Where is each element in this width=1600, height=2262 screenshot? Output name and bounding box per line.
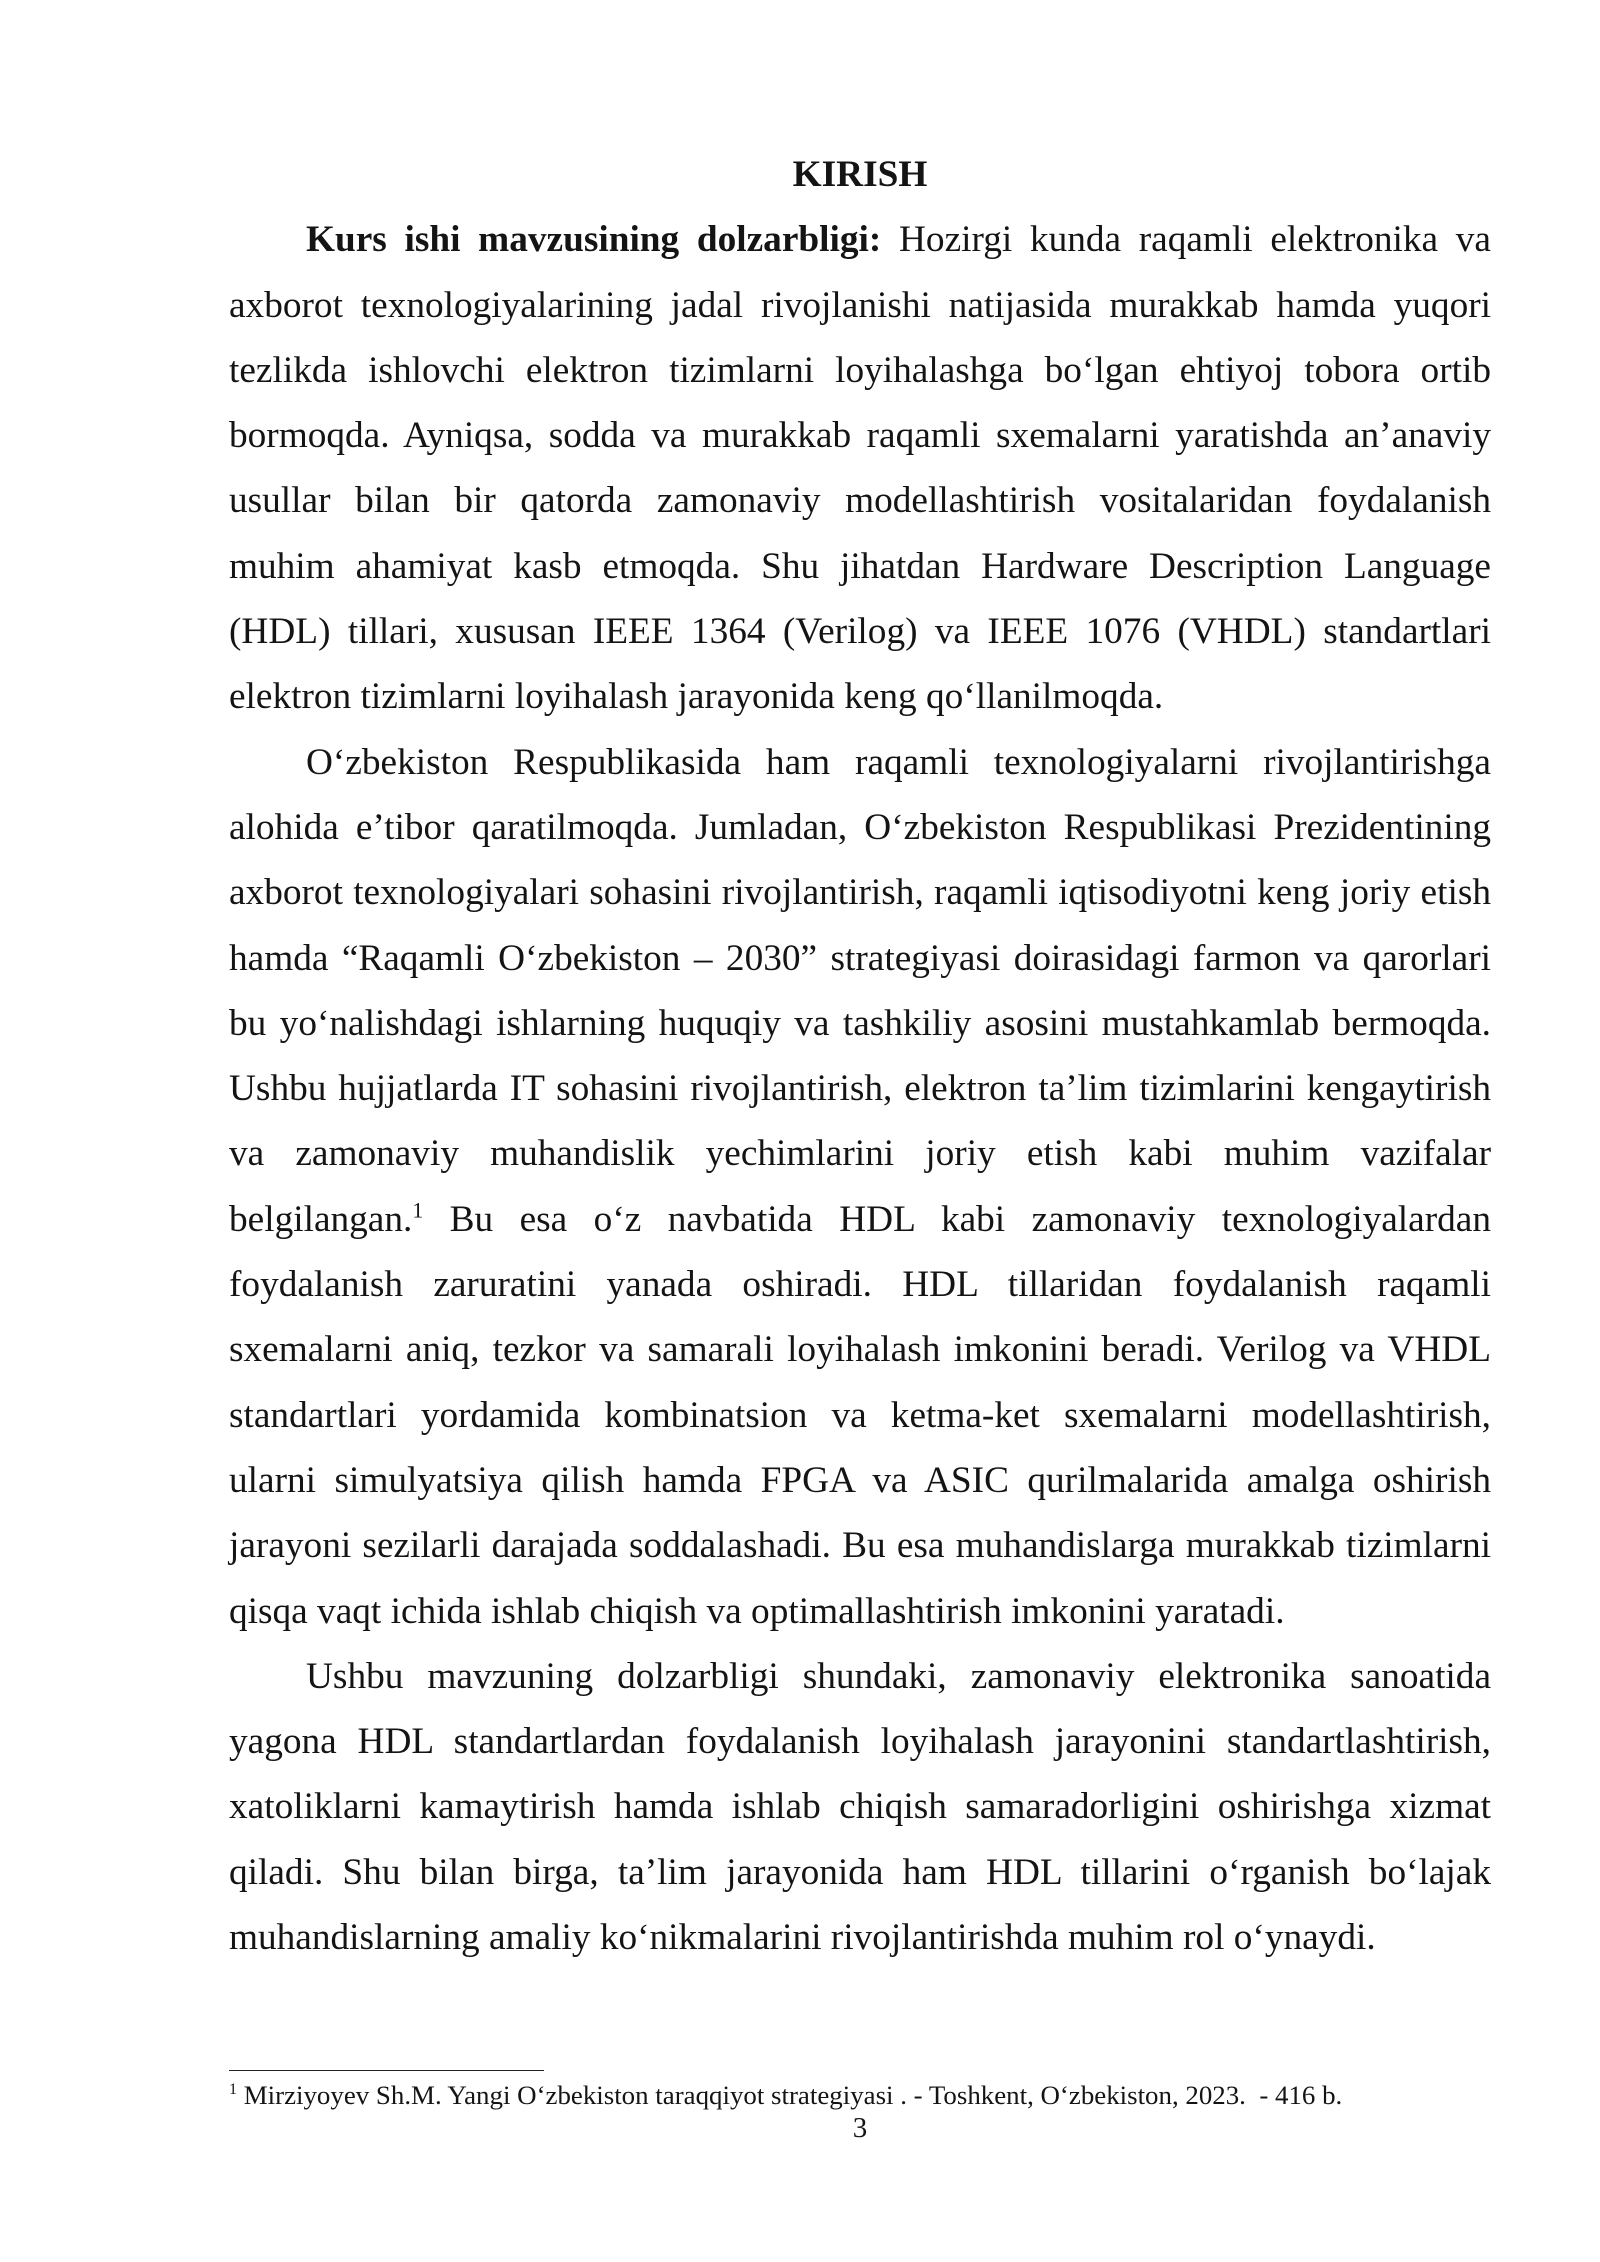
text-segment: Bu esa o‘z navbatida HDL kabi zamonaviy texnologiyalardan	[449, 1198, 1491, 1240]
text-line: standartlari yordamida kombinatsion va ketma-ket sxemalarni modellashtirish,	[229, 1394, 1491, 1436]
section-lead: Kurs ishi mavzusining dolzarbligi:	[306, 219, 882, 261]
footnote-text: Mirziyoyev Sh.M. Yangi O‘zbekiston taraqqiyot strategiyasi . - Toshkent, O‘zbekiston, 2023. - 416 b.	[243, 2080, 1343, 2110]
text-line: Ushbu mavzuning dolzarbligi shundaki, zamonaviy elektronika sanoatida	[306, 1655, 1491, 1697]
page-number: 3	[852, 2112, 868, 2144]
text-line: muhim ahamiyat kasb etmoqda. Shu jihatdan Hardware Description Language	[229, 545, 1491, 587]
text-segment: Hozirgi kunda raqamli elektronika va	[898, 219, 1491, 261]
text-line: muhandislarning amaliy ko‘nikmalarini rivojlantirishda muhim rol o‘ynaydi.	[229, 1917, 1376, 1959]
text-line: bormoqda. Ayniqsa, sodda va murakkab raqamli sxemalarni yaratishda an’anaviy	[229, 415, 1491, 457]
text-line: foydalanish zaruratini yanada oshiradi. HDL tillaridan foydalanish raqamli	[229, 1264, 1491, 1306]
footnote-reference[interactable]: 1	[412, 1198, 424, 1223]
text-line: bu yo‘nalishdagi ishlarning huquqiy va tashkiliy asosini mustahkamlab bermoqda.	[229, 1002, 1491, 1044]
text-line: Ushbu hujjatlarda IT sohasini rivojlantirish, elektron ta’lim tizimlarini kengaytirish	[229, 1068, 1491, 1110]
text-line: axborot texnologiyalari sohasini rivojlantirish, raqamli iqtisodiyotni keng joriy etish	[229, 872, 1491, 914]
text-line: xatoliklarni kamaytirish hamda ishlab chiqish samaradorligini oshirishga xizmat	[229, 1786, 1491, 1828]
paragraph-relevance	[229, 207, 1491, 729]
text-line: hamda “Raqamli O‘zbekiston – 2030” strategiyasi doirasidagi farmon va qarorlari	[229, 937, 1491, 979]
paragraph-conclusion	[229, 1644, 1491, 1970]
footnote-separator	[229, 2070, 544, 2071]
paragraph-uzbekistan	[229, 730, 1491, 1644]
body-text	[229, 142, 1491, 1970]
text-line: (HDL) tillari, xususan IEEE 1364 (Verilog) va IEEE 1076 (VHDL) standartlari	[229, 611, 1491, 653]
text-line: tezlikda ishlovchi elektron tizimlarni loyihalashga bo‘lgan ehtiyoj tobora ortib	[229, 349, 1491, 391]
text-line: sxemalarni aniq, tezkor va samarali loyihalash imkonini beradi. Verilog va VHDL	[229, 1329, 1491, 1371]
text-segment: belgilangan.	[229, 1198, 413, 1240]
footnote-marker: 1	[229, 2081, 237, 2099]
text-line: qiladi. Shu bilan birga, ta’lim jarayonida ham HDL tillarini o‘rganish bo‘lajak	[229, 1851, 1491, 1893]
text-line: va zamonaviy muhandislik yechimlarini joriy etish kabi muhim vazifalar	[229, 1133, 1491, 1175]
footnote	[229, 2080, 1342, 2110]
text-line: jarayoni sezilarli darajada soddalashadi. Bu esa muhandislarga murakkab tizimlarni	[229, 1525, 1491, 1567]
text-line: O‘zbekiston Respublikasida ham raqamli texnologiyalarni rivojlantirishga	[306, 741, 1491, 783]
text-line	[229, 1187, 1491, 1252]
text-line: axborot texnologiyalarining jadal rivojlanishi natijasida murakkab hamda yuqori	[229, 284, 1491, 326]
text-line: qisqa vaqt ichida ishlab chiqish va optimallashtirish imkonini yaratadi.	[229, 1590, 1285, 1632]
text-line: ularni simulyatsiya qilish hamda FPGA va ASIC qurilmalarida amalga oshirish	[229, 1459, 1491, 1501]
text-line: usullar bilan bir qatorda zamonaviy modellashtirish vositalaridan foydalanish	[229, 480, 1491, 522]
text-line: alohida e’tibor qaratilmoqda. Jumladan, O‘zbekiston Respublikasi Prezidentining	[229, 806, 1491, 848]
page-title: KIRISH	[792, 154, 928, 195]
text-line	[229, 207, 1491, 272]
text-line: yagona HDL standartlardan foydalanish loyihalash jarayonini standartlashtirish,	[229, 1721, 1491, 1763]
text-line: elektron tizimlarni loyihalash jarayonida keng qo‘llanilmoqda.	[229, 676, 1164, 718]
